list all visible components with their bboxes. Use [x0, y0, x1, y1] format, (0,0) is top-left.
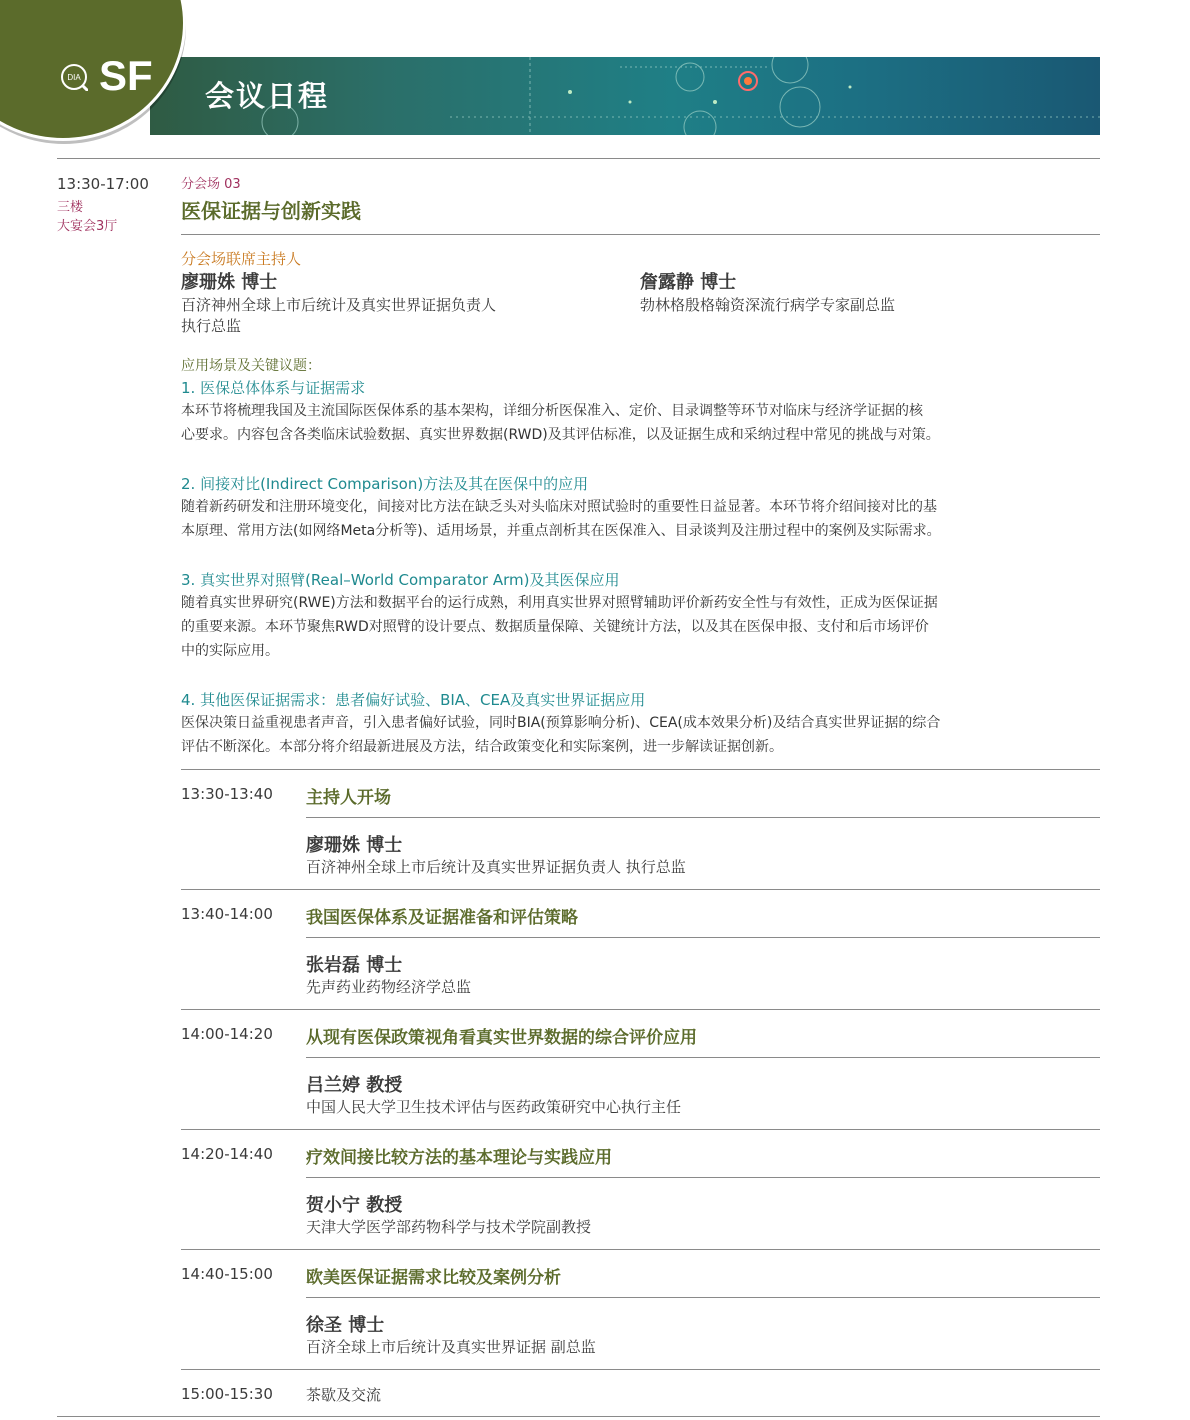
divider [181, 889, 1100, 890]
agenda-time: 14:40-15:00 [181, 1265, 273, 1283]
topic-heading: 2. 间接对比(Indirect Comparison)方法及其在医保中的应用 [181, 475, 589, 493]
speaker-name: 张岩磊 博士 [306, 955, 403, 976]
chair-name: 詹露静 博士 [640, 272, 737, 293]
divider [57, 158, 1100, 159]
topic-line: 随着真实世界研究(RWE)方法和数据平台的运行成熟，利用真实世界对照臂辅助评价新药安全性与有效性，正成为医保证据 [181, 595, 938, 611]
topic-body [181, 591, 1101, 663]
session-name: 医保证据与创新实践 [181, 199, 361, 223]
divider [181, 769, 1100, 770]
speaker-affiliation: 百济全球上市后统计及真实世界证据 副总监 [306, 1338, 596, 1356]
speaker-name: 廖珊姝 博士 [306, 835, 403, 856]
topic-line: 的重要来源。本环节聚焦RWD对照臂的设计要点、数据质量保障、关键统计方法，以及其在医保申报、支付和后市场评价 [181, 619, 929, 635]
speaker-affiliation: 先声药业药物经济学总监 [306, 978, 472, 996]
chair-title: 百济神州全球上市后统计及真实世界证据负责人 [181, 296, 497, 314]
session-code: 分会场 03 [181, 177, 241, 192]
agenda-title: 欧美医保证据需求比较及案例分析 [306, 1268, 561, 1288]
speaker-affiliation: 天津大学医学部药物科学与技术学院副教授 [306, 1218, 592, 1236]
speaker-affiliation: 中国人民大学卫生技术评估与医药政策研究中心执行主任 [306, 1098, 682, 1116]
topic-body [181, 711, 1101, 759]
speaker-name: 徐圣 博士 [306, 1315, 385, 1336]
agenda-time: 14:20-14:40 [181, 1145, 273, 1163]
topic-body [181, 495, 1101, 543]
agenda-title: 我国医保体系及证据准备和评估策略 [306, 908, 578, 928]
agenda-title: 从现有医保政策视角看真实世界数据的综合评价应用 [306, 1028, 697, 1048]
svg-text:DIA: DIA [67, 73, 81, 82]
topic-line: 医保决策日益重视患者声音，引入患者偏好试验，同时BIA(预算影响分析)、CEA(成本效果分析)及结合真实世界证据的综合 [181, 715, 941, 731]
speaker-name: 贺小宁 教授 [306, 1195, 403, 1216]
break-time: 15:00-15:30 [181, 1385, 273, 1403]
session-floor: 三楼 [57, 200, 84, 215]
divider [306, 1297, 1100, 1298]
divider [306, 817, 1100, 818]
divider [306, 1177, 1100, 1178]
topic-body [181, 399, 1101, 447]
chair-title: 执行总监 [181, 317, 242, 335]
magnifier-icon [60, 63, 88, 91]
agenda-time: 13:40-14:00 [181, 905, 273, 923]
chairs-label: 分会场联席主持人 [181, 250, 302, 268]
session-room: 大宴会3厅 [57, 219, 118, 234]
topics-label: 应用场景及关键议题： [181, 358, 321, 374]
divider [181, 1129, 1100, 1130]
divider [306, 937, 1100, 938]
topic-heading: 1. 医保总体体系与证据需求 [181, 379, 366, 397]
topic-line: 评估不断深化。本部分将介绍最新进展及方法，结合政策变化和实际案例，进一步解读证据创新。 [181, 739, 783, 755]
divider [181, 1009, 1100, 1010]
logo-text: SF [99, 52, 153, 99]
topic-line: 本原理、常用方法(如网络Meta分析等)、适用场景，并重点剖析其在医保准入、目录谈判及注册过程中的案例及实际需求。 [181, 523, 941, 539]
topic-heading: 4. 其他医保证据需求：患者偏好试验、BIA、CEA及真实世界证据应用 [181, 691, 646, 709]
topic-line: 心要求。内容包含各类临床试验数据、真实世界数据(RWD)及其评估标准，以及证据生成和采纳过程中常见的挑战与对策。 [181, 427, 940, 443]
agenda-title: 疗效间接比较方法的基本理论与实践应用 [306, 1148, 612, 1168]
session-time: 13:30-17:00 [57, 175, 149, 193]
divider [57, 1416, 1100, 1417]
topic-line: 中的实际应用。 [181, 643, 279, 659]
topic-line: 随着新药研发和注册环境变化，间接对比方法在缺乏头对头临床对照试验时的重要性日益显著。本环节将介绍间接对比的基 [181, 499, 937, 515]
divider [181, 1369, 1100, 1370]
speaker-affiliation: 百济神州全球上市后统计及真实世界证据负责人 执行总监 [306, 858, 686, 876]
topic-line: 本环节将梳理我国及主流国际医保体系的基本架构，详细分析医保准入、定价、目录调整等环节对临床与经济学证据的核 [181, 403, 923, 419]
agenda-time: 13:30-13:40 [181, 785, 273, 803]
chair-title: 勃林格殷格翰资深流行病学专家副总监 [640, 296, 896, 314]
speaker-name: 吕兰婷 教授 [306, 1075, 403, 1096]
divider [181, 234, 1100, 235]
chair-name: 廖珊姝 博士 [181, 272, 278, 293]
divider [181, 1249, 1100, 1250]
divider [306, 1057, 1100, 1058]
break-label: 茶歇及交流 [306, 1386, 382, 1404]
agenda-time: 14:00-14:20 [181, 1025, 273, 1043]
agenda-title: 主持人开场 [306, 788, 391, 808]
topic-heading: 3. 真实世界对照臂(Real–World Comparator Arm)及其医保应用 [181, 571, 620, 589]
page-title: 会议日程 [205, 79, 330, 113]
